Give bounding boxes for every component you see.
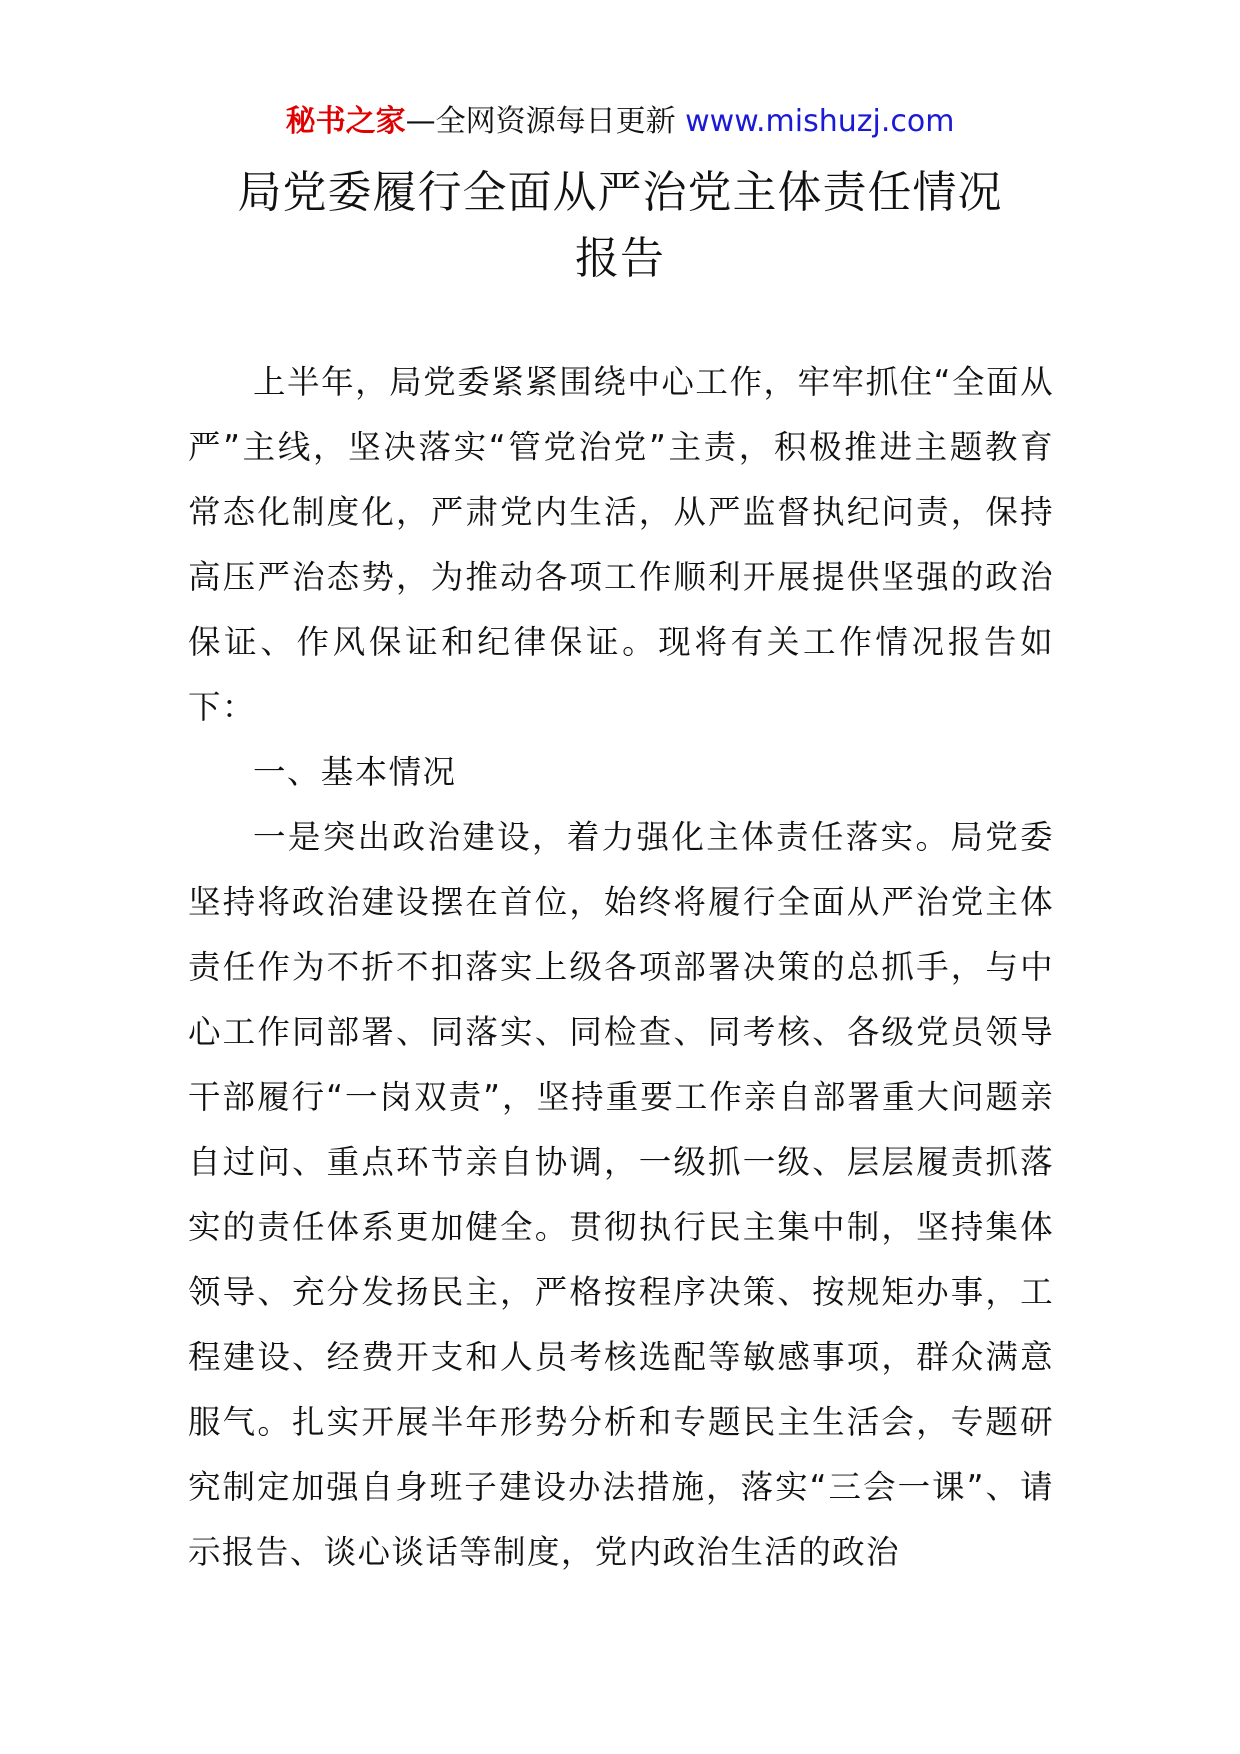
site-url-link[interactable]: www.mishuzj.com [685, 104, 955, 139]
section-heading-basic-situation: 一、基本情况 [253, 753, 457, 791]
site-brand: 秘书之家 [285, 104, 406, 139]
document-title-line-2: 报告 [575, 233, 665, 284]
intro-paragraph: 上半年，局党委紧紧围绕中心工作，牢牢抓住“全面从严”主线，坚决落实“管党治党”主责，积极推进主题教育常态化制度化，严肃党内生活，从严监督执纪问责，保持高压严治态势，为推动各项工作顺利开展提供坚强的政治保证、作风保证和纪律保证。现将有关工作情况报告如下： [188, 363, 1054, 726]
document-body [188, 350, 1054, 1585]
site-header [0, 100, 1240, 144]
political-construction-paragraph: 一是突出政治建设，着力强化主体责任落实。局党委坚持将政治建设摆在首位，始终将履行全面从严治党主体责任作为不折不扣落实上级各项部署决策的总抓手，与中心工作同部署、同落实、同检查、同考核、各级党员领导干部履行“一岗双责”，坚持重要工作亲自部署重大问题亲自过问、重点环节亲自协调，一级抓一级、层层履责抓落实的责任体系更加健全。贯彻执行民主集中制，坚持集体领导、充分发扬民主，严格按程序决策、按规矩办事，工程建设、经费开支和人员考核选配等敏感事项，群众满意服气。扎实开展半年形势分析和专题民主生活会，专题研究制定加强自身班子建设办法措施，落实“三会一课”、请示报告、谈心谈话等制度，党内政治生活的政治 [188, 818, 1054, 1571]
document-title-line-1: 局党委履行全面从严治党主体责任情况 [237, 167, 1003, 218]
document-title [150, 160, 1090, 292]
site-slogan: —全网资源每日更新 [405, 104, 676, 139]
